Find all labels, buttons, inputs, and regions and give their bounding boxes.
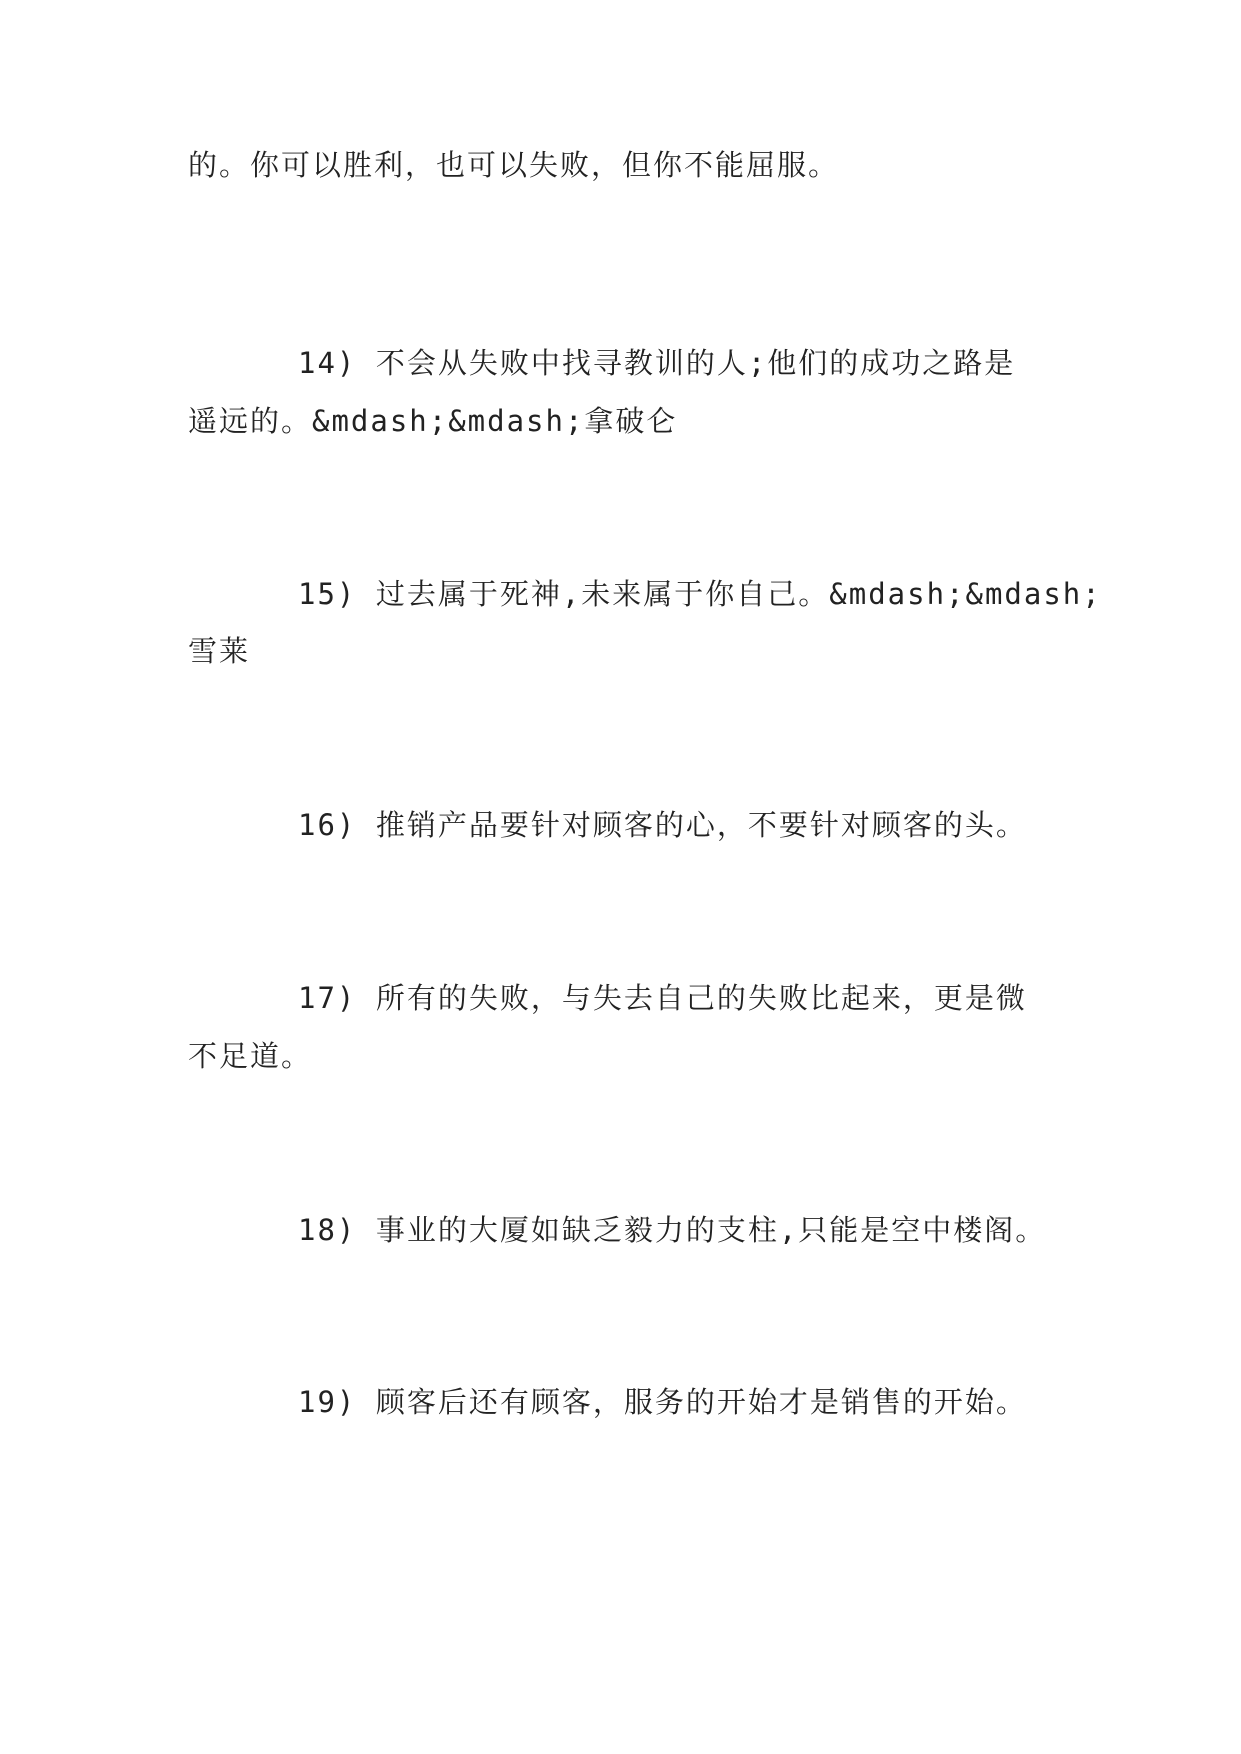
paragraph-13-line-2: 的。你可以胜利，也可以失败，但你不能屈服。 xyxy=(188,148,840,182)
paragraph-14-line-1: 14) 不会从失败中找寻教训的人;他们的成功之路是 xyxy=(298,346,1016,380)
paragraph-15-line-1: 15) 过去属于死神,未来属于你自己。&mdash;&mdash; xyxy=(298,577,1102,611)
paragraph-15-line-2: 雪莱 xyxy=(188,634,251,668)
paragraph-17-line-2: 不足道。 xyxy=(188,1039,313,1073)
paragraph-17-line-1: 17) 所有的失败，与失去自己的失败比起来，更是微 xyxy=(298,981,1027,1015)
paragraph-14-line-2: 遥远的。&mdash;&mdash;拿破仑 xyxy=(188,404,678,438)
paragraph-19-line-1: 19) 顾客后还有顾客，服务的开始才是销售的开始。 xyxy=(298,1385,1027,1419)
paragraph-16-line-1: 16) 推销产品要针对顾客的心，不要针对顾客的头。 xyxy=(298,808,1027,842)
paragraph-18-line-1: 18) 事业的大厦如缺乏毅力的支柱,只能是空中楼阁。 xyxy=(298,1213,1047,1247)
